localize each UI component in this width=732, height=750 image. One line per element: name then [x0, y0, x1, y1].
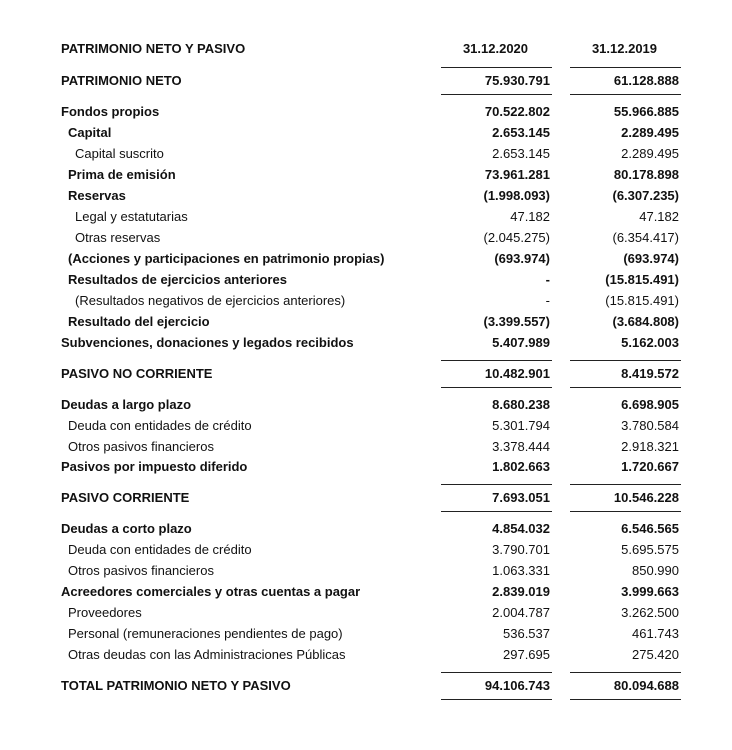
value-2020: 2.004.787 [492, 605, 550, 620]
table-row [0, 539, 732, 560]
value-2020: (1.998.093) [483, 188, 550, 203]
value-2020: 73.961.281 [484, 167, 550, 182]
value-2020: 10.482.901 [441, 363, 550, 384]
row-label: Deudas a corto plazo [61, 521, 192, 536]
table-row [0, 290, 732, 311]
row-label: Deuda con entidades de crédito [68, 542, 252, 557]
row-label: TOTAL PATRIMONIO NETO Y PASIVO [61, 678, 291, 693]
row-label: Otros pasivos financieros [68, 563, 214, 578]
table-row [0, 269, 732, 290]
value-2019: 6.546.565 [621, 521, 679, 536]
row-label: PATRIMONIO NETO [61, 73, 182, 88]
row-label: Legal y estatutarias [75, 209, 188, 224]
value-2019: 3.999.663 [621, 584, 679, 599]
value-2020: 70.522.802 [484, 104, 550, 119]
table-row [0, 227, 732, 248]
value-2019: 6.698.905 [621, 397, 679, 412]
row-label: (Acciones y participaciones en patrimonio propias) [68, 251, 385, 266]
row-label: Deudas a largo plazo [61, 397, 192, 412]
table-row [0, 560, 732, 581]
value-2020: (693.974) [494, 251, 550, 266]
header-label: PATRIMONIO NETO Y PASIVO [61, 41, 246, 56]
row-label: Capital suscrito [75, 146, 164, 161]
value-2019: 1.720.667 [621, 459, 679, 474]
table-row [0, 518, 732, 539]
table-row [0, 248, 732, 269]
section-total-row [0, 487, 732, 508]
value-2019: 8.419.572 [570, 363, 679, 384]
value-2020: 1.063.331 [492, 563, 550, 578]
value-2020: 75.930.791 [441, 70, 550, 91]
value-2020: 7.693.051 [441, 487, 550, 508]
value-2019: 80.178.898 [613, 167, 679, 182]
row-label: PASIVO NO CORRIENTE [61, 366, 213, 381]
row-label: (Resultados negativos de ejercicios anteriores) [75, 293, 346, 308]
value-2020: 297.695 [503, 647, 550, 662]
table-row [0, 206, 732, 227]
value-2019: 3.780.584 [621, 418, 679, 433]
table-row [0, 394, 732, 415]
row-label: Reservas [68, 188, 126, 203]
row-label: Deuda con entidades de crédito [68, 418, 252, 433]
value-2019: 2.918.321 [621, 439, 679, 454]
value-2020: 536.537 [503, 626, 550, 641]
value-2019: (15.815.491) [605, 293, 679, 308]
table-row [0, 456, 732, 477]
row-label: Otras deudas con las Administraciones Públicas [68, 647, 346, 662]
section-total-row [0, 70, 732, 91]
row-label: Proveedores [68, 605, 142, 620]
table-row [0, 623, 732, 644]
table-row [0, 436, 732, 457]
value-2020: 5.407.989 [492, 335, 550, 350]
table-row [0, 581, 732, 602]
table-row [0, 101, 732, 122]
row-label: Personal (remuneraciones pendientes de pago) [68, 626, 343, 641]
value-2019: 850.990 [632, 563, 679, 578]
row-label: Acreedores comerciales y otras cuentas a pagar [61, 584, 361, 599]
value-2020: 2.839.019 [492, 584, 550, 599]
value-2019: 55.966.885 [613, 104, 679, 119]
table-row [0, 143, 732, 164]
table-row [0, 332, 732, 353]
value-2020: 2.653.145 [492, 125, 550, 140]
table-row [0, 122, 732, 143]
value-2019: (693.974) [623, 251, 679, 266]
section-total-row [0, 363, 732, 384]
table-row [0, 602, 732, 623]
grand-total-row [0, 675, 732, 696]
table-row [0, 415, 732, 436]
value-2019: 47.182 [639, 209, 679, 224]
value-2019: 275.420 [632, 647, 679, 662]
value-2020: 5.301.794 [492, 418, 550, 433]
value-2019: 10.546.228 [570, 487, 679, 508]
value-2020: 4.854.032 [492, 521, 550, 536]
row-label: PASIVO CORRIENTE [61, 490, 190, 505]
value-2019: (3.684.808) [612, 314, 679, 329]
value-2019: 461.743 [632, 626, 679, 641]
value-2020: (2.045.275) [483, 230, 550, 245]
value-2020: 8.680.238 [492, 397, 550, 412]
value-2020: 47.182 [510, 209, 550, 224]
value-2019: 5.162.003 [621, 335, 679, 350]
value-2019: 3.262.500 [621, 605, 679, 620]
value-2020: - [545, 272, 550, 287]
value-2020: 3.790.701 [492, 542, 550, 557]
value-2020: 3.378.444 [492, 439, 550, 454]
value-2020: 2.653.145 [492, 146, 550, 161]
value-2020: (3.399.557) [483, 314, 550, 329]
table-row [0, 311, 732, 332]
value-2020: - [545, 293, 550, 308]
row-label: Capital [68, 125, 112, 140]
row-label: Prima de emisión [68, 167, 176, 182]
table-row [0, 185, 732, 206]
header-row [0, 38, 732, 59]
table-row [0, 644, 732, 665]
value-2019: 80.094.688 [570, 675, 679, 696]
row-label: Fondos propios [61, 104, 160, 119]
row-label: Subvenciones, donaciones y legados recibidos [61, 335, 354, 350]
value-2020: 1.802.663 [492, 459, 550, 474]
header-year-2020: 31.12.2020 [462, 41, 529, 56]
value-2019: (6.354.417) [612, 230, 679, 245]
value-2019: 2.289.495 [621, 125, 679, 140]
header-year-2019: 31.12.2019 [591, 41, 658, 56]
value-2020: 94.106.743 [441, 675, 550, 696]
row-label: Otros pasivos financieros [68, 439, 214, 454]
table-row [0, 164, 732, 185]
value-2019: 61.128.888 [570, 70, 679, 91]
value-2019: 5.695.575 [621, 542, 679, 557]
value-2019: 2.289.495 [621, 146, 679, 161]
row-label: Pasivos por impuesto diferido [61, 459, 248, 474]
value-2019: (6.307.235) [612, 188, 679, 203]
row-label: Resultados de ejercicios anteriores [68, 272, 287, 287]
row-label: Resultado del ejercicio [68, 314, 210, 329]
row-label: Otras reservas [75, 230, 161, 245]
value-2019: (15.815.491) [605, 272, 679, 287]
